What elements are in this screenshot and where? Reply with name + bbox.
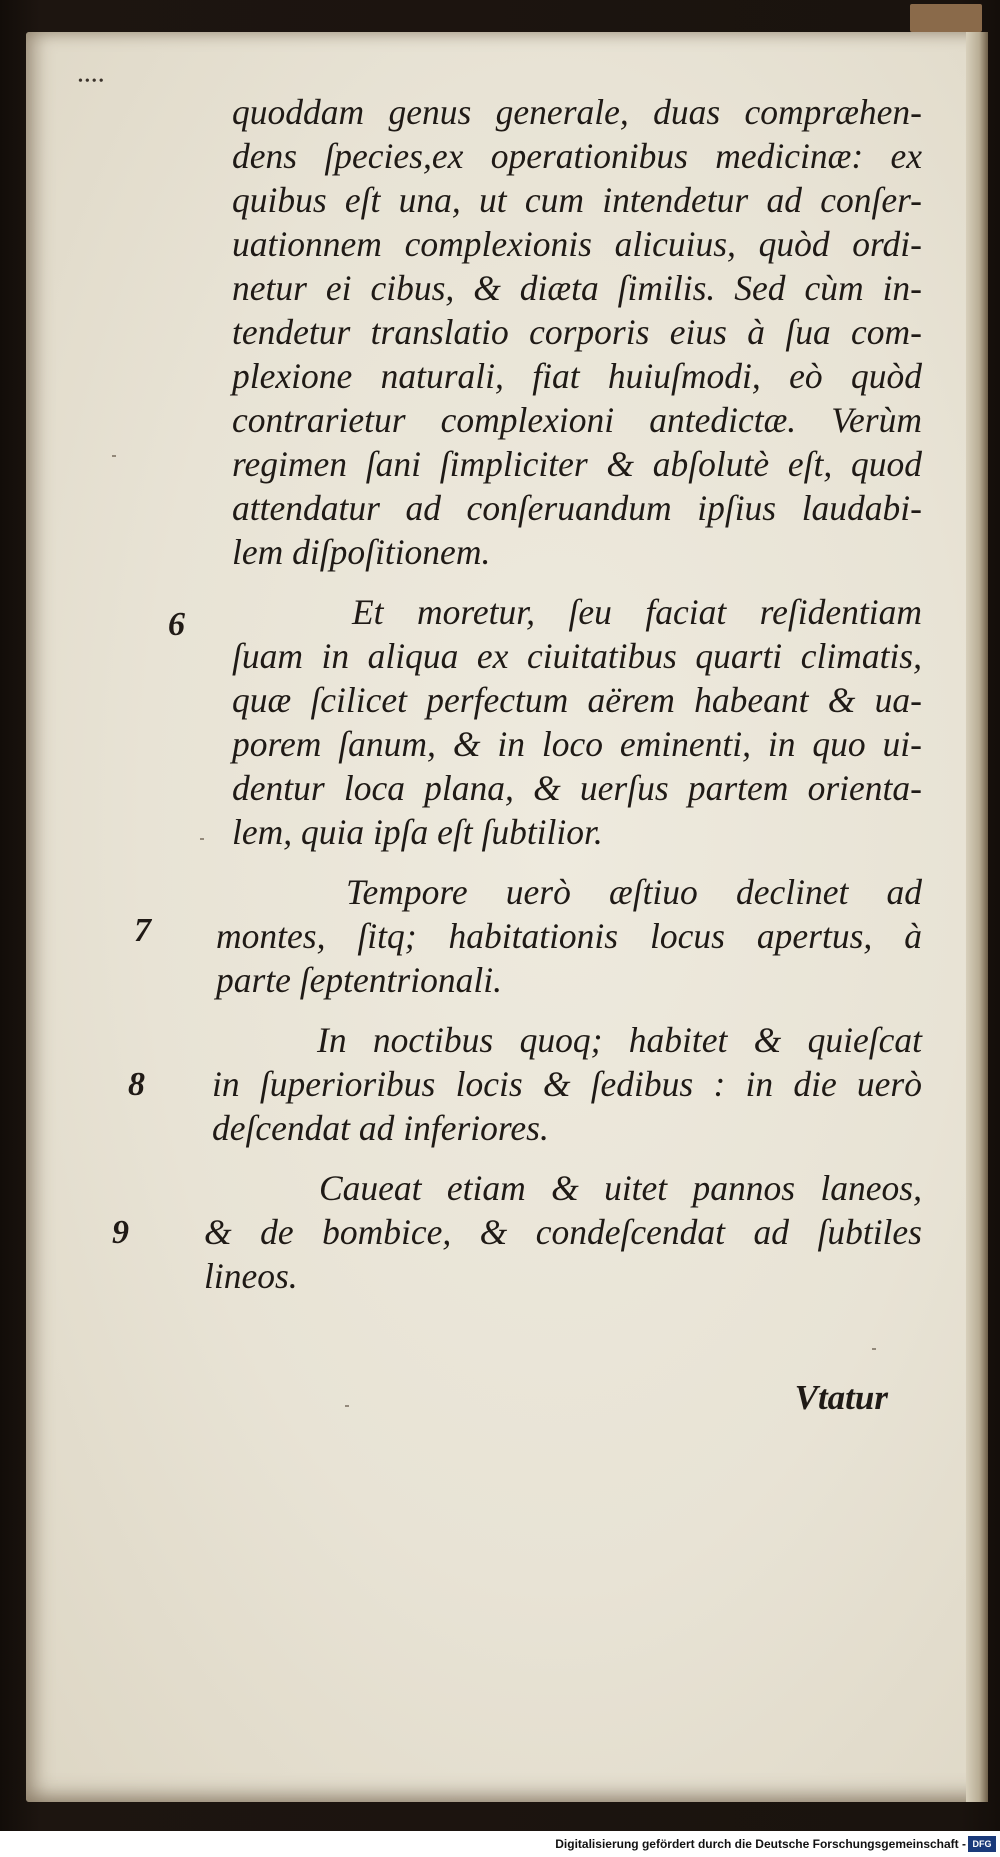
text-line: dens ſpecies,ex operationibus medicinæ: ex [232, 136, 922, 176]
footer-credit: Digitalisierung gefördert durch die Deutsche Forschungsgemeinschaft - [555, 1837, 966, 1851]
text-line: porem ſanum, & in loco eminenti, in quo ui- [232, 724, 922, 764]
paper-speck [872, 1348, 876, 1350]
paper-speck [200, 838, 204, 840]
corner-mark: •••• [78, 74, 106, 89]
paragraph-5 [204, 1166, 922, 1298]
text-line: regimen ſani ſimpliciter & abſolutè eſt, quod [232, 444, 922, 484]
text-line: parte ſeptentrionali. [216, 960, 502, 1000]
page-edge [966, 32, 988, 1802]
margin-mark: 7 [134, 912, 151, 949]
margin-mark: 9 [112, 1214, 129, 1251]
paper-speck [345, 1405, 349, 1407]
text-line: quæ ſcilicet perfectum aërem habeant & ua- [232, 680, 922, 720]
text-line: in ſuperioribus locis & ſedibus : in die uerò [212, 1064, 922, 1104]
page-tab [910, 4, 982, 32]
text-line: Et moretur, ſeu faciat reſidentiam [352, 592, 922, 632]
text-line: lem diſpoſitionem. [232, 532, 491, 572]
paragraph-2 [232, 590, 922, 854]
catchword: Vtatur [794, 1378, 888, 1417]
text-line: & de bombice, & condeſcendat ad ſubtiles [204, 1212, 922, 1252]
text-line: netur ei cibus, & diæta ſimilis. Sed cùm in- [232, 268, 922, 308]
text-line: lem, quia ipſa eſt ſubtilior. [232, 812, 603, 852]
text-line: tendetur translatio corporis eius à ſua com- [232, 312, 922, 352]
dfg-logo-icon: DFG [968, 1836, 996, 1852]
text-line: In noctibus quoq; habitet & quieſcat [317, 1020, 922, 1060]
text-line: dentur loca plana, & uerſus partem orienta- [232, 768, 922, 808]
paragraph-3 [216, 870, 922, 1002]
paragraph-1 [232, 90, 922, 574]
text-line: quibus eſt una, ut cum intendetur ad conſer- [232, 180, 922, 220]
text-line: Caueat etiam & uitet pannos laneos, [319, 1168, 922, 1208]
margin-mark: 8 [128, 1066, 145, 1103]
text-line: attendatur ad conſeruandum ipſius laudabi- [232, 488, 922, 528]
text-line: ſuam in aliqua ex ciuitatibus quarti climatis, [232, 636, 922, 676]
text-line: lineos. [204, 1256, 298, 1296]
text-line: quoddam genus generale, duas compræhen- [232, 92, 922, 132]
margin-mark: 6 [168, 606, 185, 643]
text-line: montes, ſitq; habitationis locus apertus, à [216, 916, 922, 956]
paragraph-4 [212, 1018, 922, 1150]
text-line: deſcendat ad inferiores. [212, 1108, 549, 1148]
paper-speck [112, 455, 116, 457]
text-line: contrarietur complexioni antedictæ. Verùm [232, 400, 922, 440]
text-line: plexione naturali, fiat huiuſmodi, eò quòd [232, 356, 922, 396]
text-line: Tempore uerò æſtiuo declinet ad [346, 872, 922, 912]
footer-bar [0, 1831, 1000, 1857]
page-body [204, 90, 922, 1314]
text-line: uationnem complexionis alicuius, quòd ordi- [232, 224, 922, 264]
